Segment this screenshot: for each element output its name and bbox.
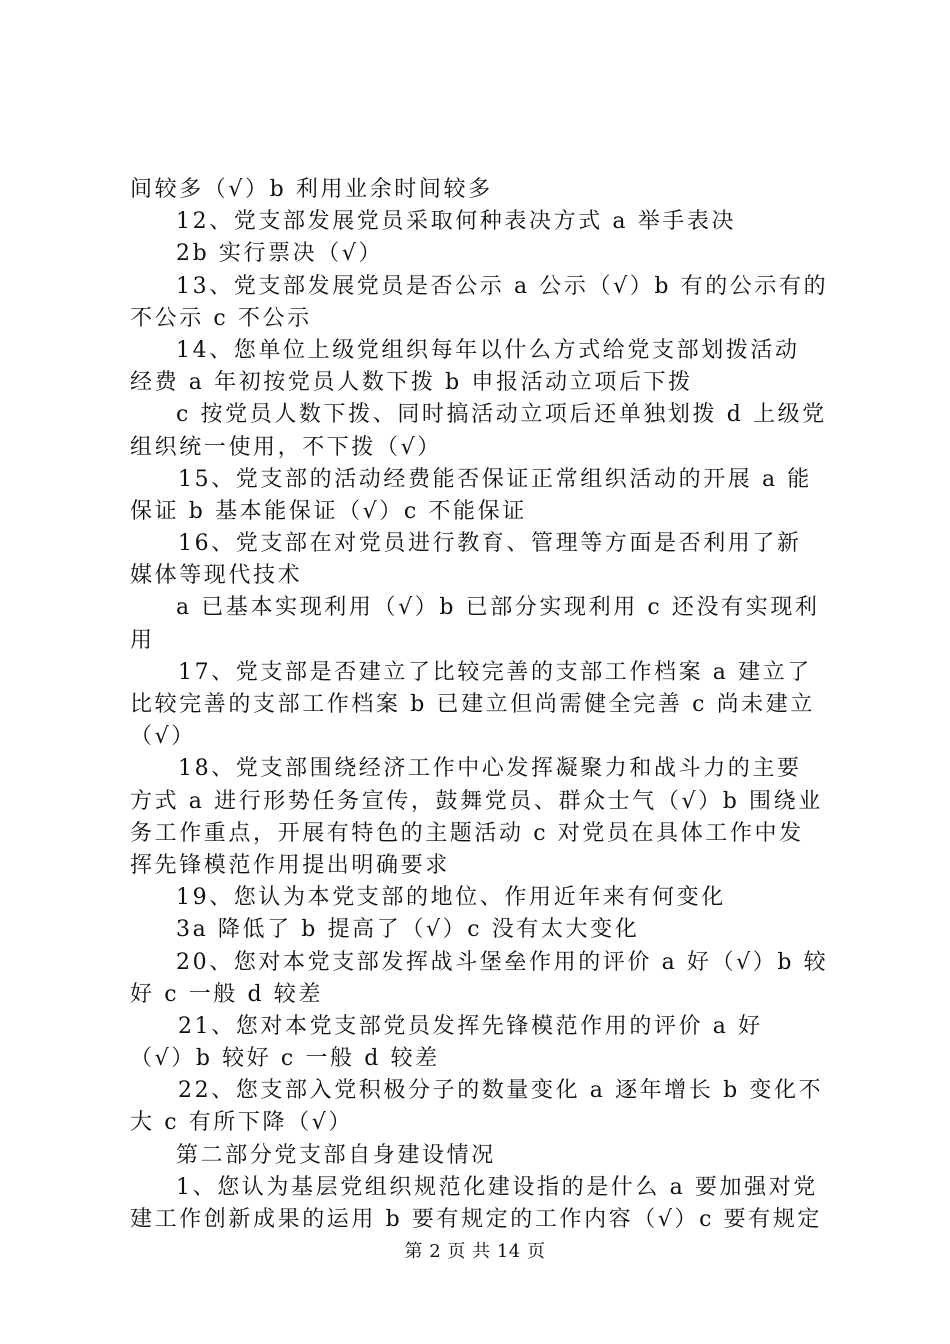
text-line: 务工作重点，开展有特色的主题活动 c 对党员在具体工作中发 — [130, 820, 804, 846]
text-line: c 按党员人数下拨、同时搞活动立项后还单独划拨 d 上级党 — [176, 402, 827, 428]
text-line: 保证 b 基本能保证（√）c 不能保证 — [130, 498, 527, 524]
text-line: 3a 降低了 b 提高了（√）c 没有太大变化 — [176, 917, 640, 943]
text-line: 1、您认为基层党组织规范化建设指的是什么 a 要加强对党 — [176, 1174, 818, 1200]
text-line: （√）b 较好 c 一般 d 较差 — [130, 1046, 440, 1072]
text-line: 好 c 一般 d 较差 — [130, 981, 323, 1007]
text-line: 媒体等现代技术 — [130, 563, 303, 589]
text-line: 20、您对本党支部发挥战斗堡垒作用的评价 a 好（√）b 较 — [176, 949, 829, 975]
text-line: 16、党支部在对党员进行教育、管理等方面是否利用了新 — [178, 531, 802, 557]
text-line: 建工作创新成果的运用 b 要有规定的工作内容（√）c 要有规定 — [130, 1207, 823, 1232]
text-line: 组织统一使用，不下拨（√） — [130, 434, 442, 460]
text-line: 17、党支部是否建立了比较完善的支部工作档案 a 建立了 — [178, 659, 812, 685]
text-line: 经费 a 年初按党员人数下拨 b 申报活动立项后下拨 — [130, 370, 693, 396]
text-line: a 已基本实现利用（√）b 已部分实现利用 c 还没有实现利 — [176, 595, 820, 621]
text-line: （√） — [130, 724, 196, 750]
text-line: 22、您支部入党积极分子的数量变化 a 逐年增长 b 变化不 — [178, 1078, 824, 1104]
page-footer: 第 2 页 共 14 页 — [404, 1241, 546, 1262]
text-line: 比较完善的支部工作档案 b 已建立但尚需健全完善 c 尚未建立 — [130, 692, 815, 717]
text-line: 18、党支部围绕经济工作中心发挥凝聚力和战斗力的主要 — [178, 756, 802, 782]
text-line: 挥先锋模范作用提出明确要求 — [130, 852, 450, 878]
text-line: 间较多（√）b 利用业余时间较多 — [130, 177, 493, 202]
document-body — [130, 174, 834, 1236]
text-line: 19、您认为本党支部的地位、作用近年来有何变化 — [176, 885, 726, 911]
text-line: 15、党支部的活动经费能否保证正常组织活动的开展 a 能 — [178, 466, 812, 492]
text-line: 12、党支部发展党员采取何种表决方式 a 举手表决 — [176, 209, 737, 235]
text-line: 不公示 c 不公示 — [130, 305, 312, 331]
text-line: 21、您对本党支部党员发挥先锋模范作用的评价 a 好 — [178, 1013, 763, 1039]
text-line: 方式 a 进行形势任务宣传，鼓舞党员、群众士气（√）b 围绕业 — [130, 788, 823, 814]
text-line: 13、党支部发展党员是否公示 a 公示（√）b 有的公示有的 — [176, 273, 829, 299]
text-line: 14、您单位上级党组织每年以什么方式给党支部划拨活动 — [176, 337, 800, 363]
text-line: 用 — [130, 627, 155, 653]
text-line: 第二部分党支部自身建设情况 — [176, 1142, 496, 1168]
text-line: 2b 实行票决（√） — [176, 241, 384, 267]
text-line: 大 c 有所下降（√） — [130, 1110, 353, 1136]
